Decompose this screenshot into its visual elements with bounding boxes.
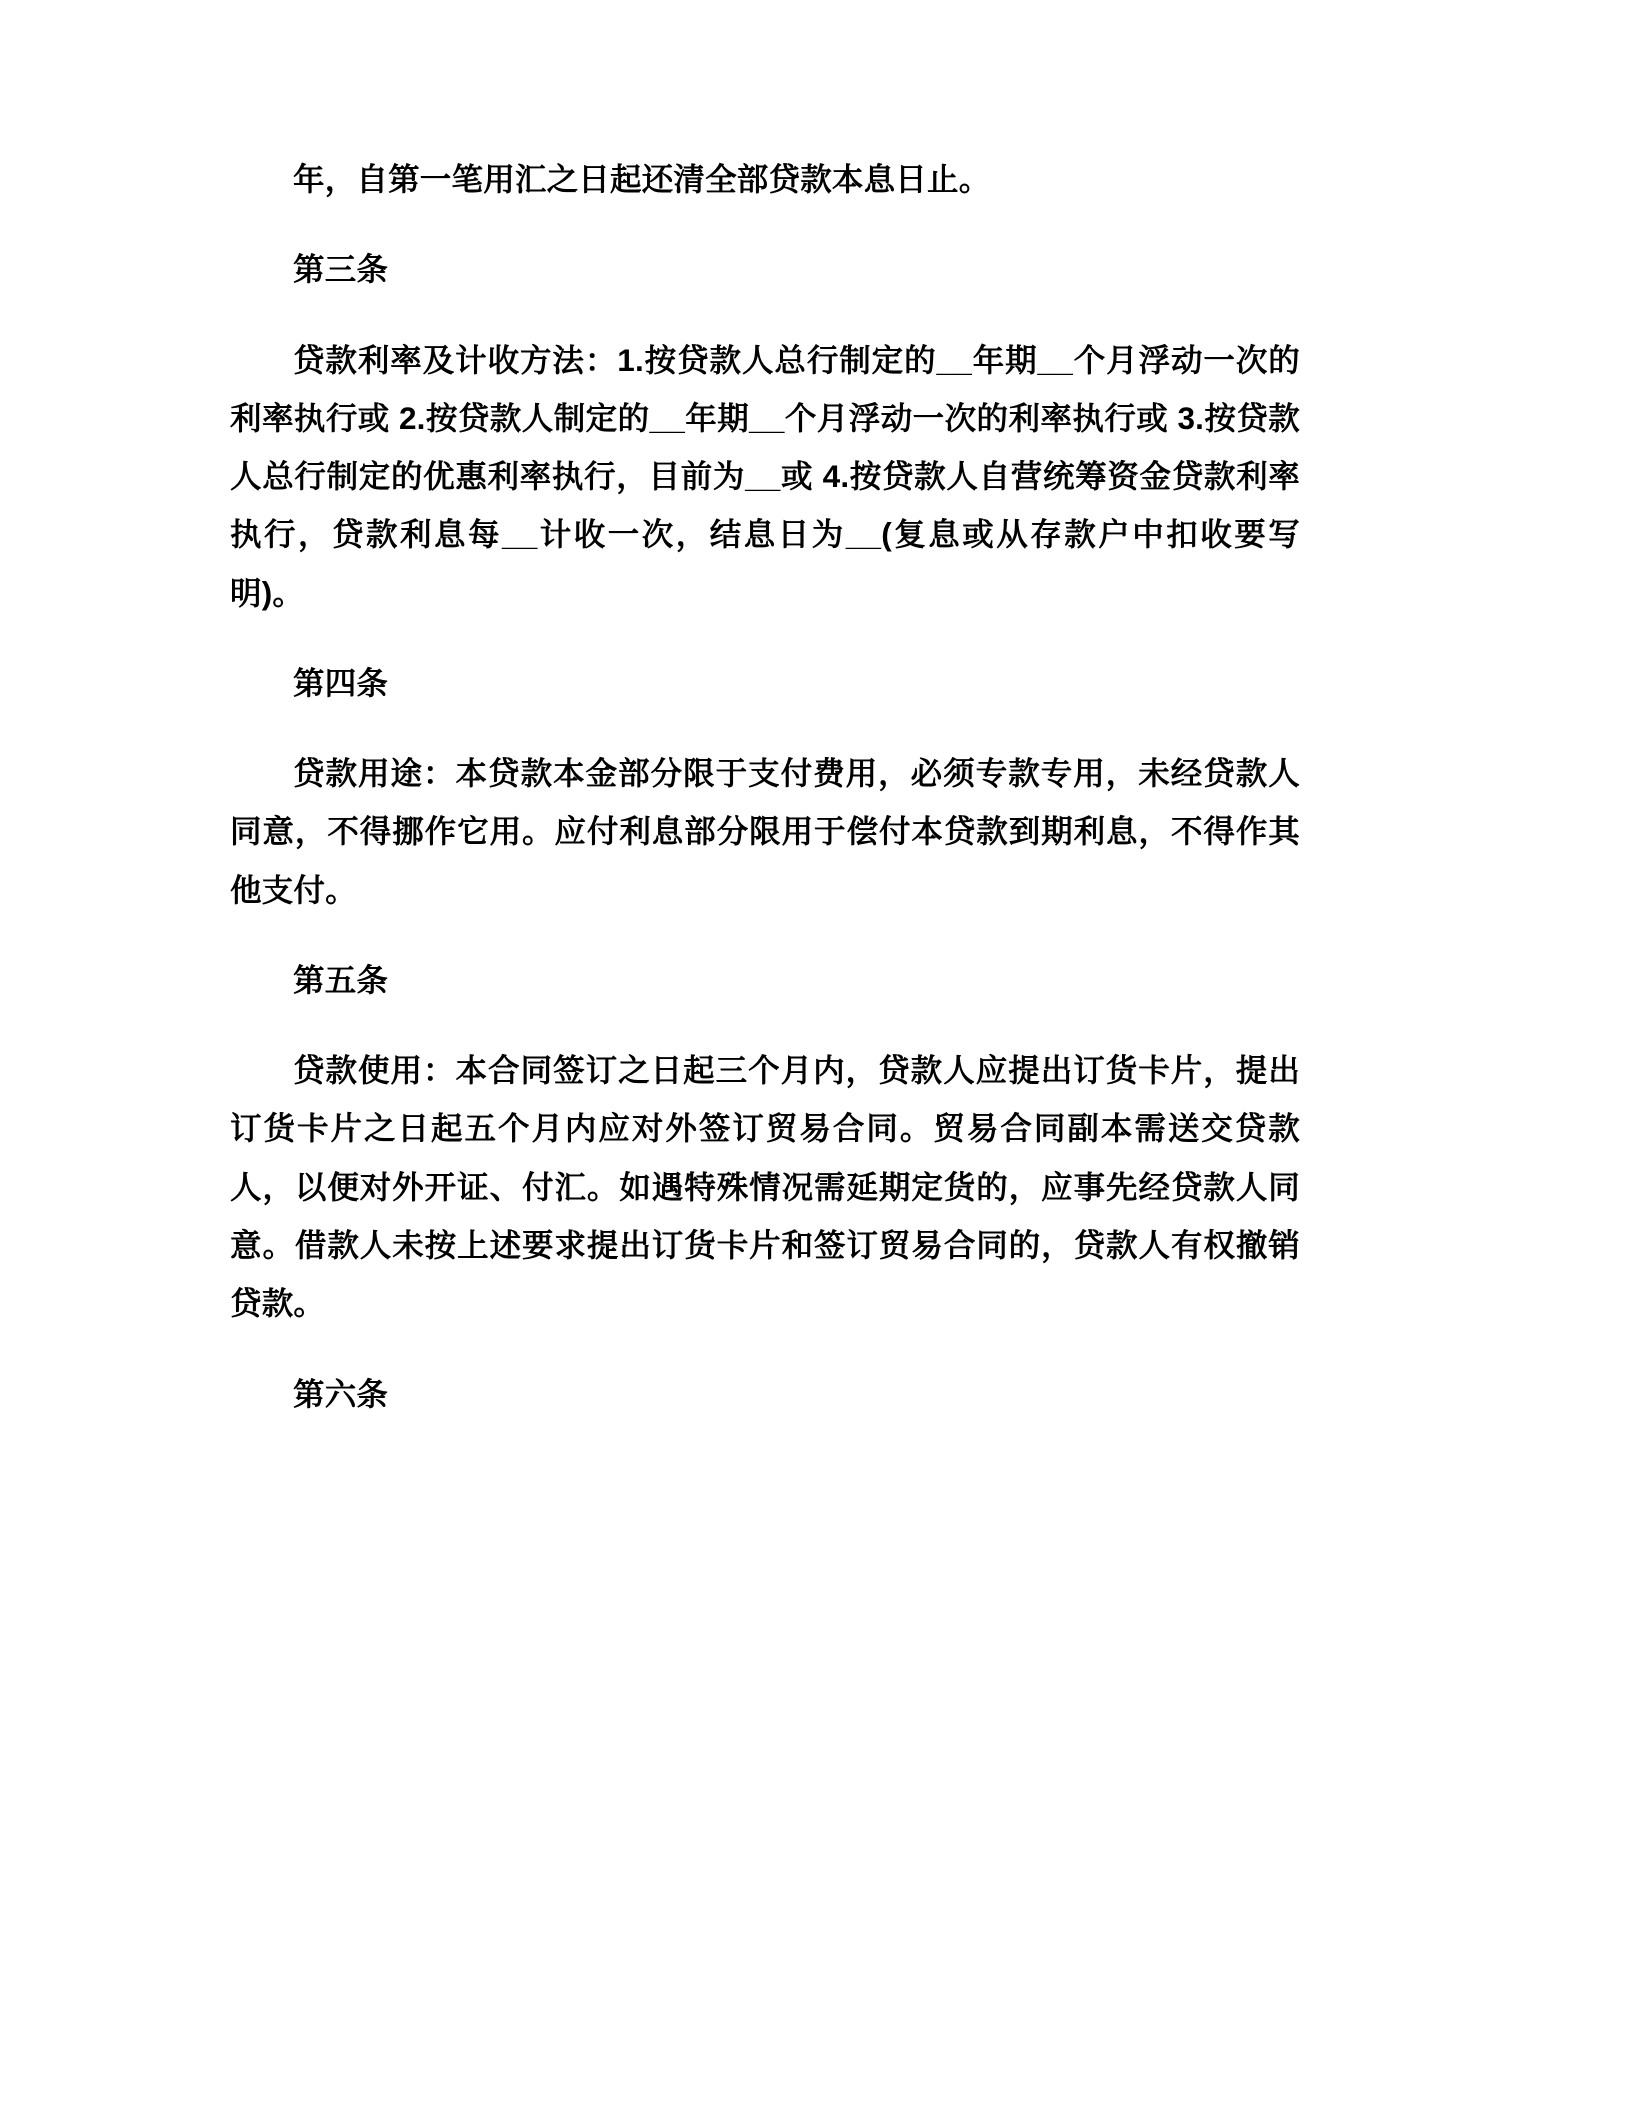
- heading-article-6: 第六条: [293, 1375, 389, 1412]
- heading-article-5: 第五条: [293, 961, 389, 998]
- document-body: [230, 150, 1300, 1423]
- heading-article-4: 第四条: [293, 664, 389, 701]
- paragraph-article-5-body: 贷款使用：本合同签订之日起三个月内，贷款人应提出订货卡片，提出订货卡片之日起五个月内应对外签订贸易合同。贸易合同副本需送交贷款人，以便对外开证、付汇。如遇特殊情况需延期定货的，应事先经贷款人同意。借款人未按上述要求提出订货卡片和签订贸易合同的，贷款人有权撤销贷款。: [230, 1052, 1300, 1322]
- paragraph-article-3-body: 贷款利率及计收方法：1.按贷款人总行制定的__年期__个月浮动一次的利率执行或 2.按贷款人制定的__年期__个月浮动一次的利率执行或 3.按贷款人总行制定的优惠利率执行，目前为__或 4.按贷款人自营统筹资金贷款利率执行，贷款利息每__计收一次，结息日为__(复息或从存款户中扣收要写明)。: [230, 341, 1300, 611]
- heading-article-3: 第三条: [293, 251, 389, 288]
- paragraph-article-4-body: 贷款用途：本贷款本金部分限于支付费用，必须专款专用，未经贷款人同意，不得挪作它用。应付利息部分限用于偿付本贷款到期利息，不得作其他支付。: [230, 755, 1300, 908]
- paragraph-term-continued: 年，自第一笔用汇之日起还清全部贷款本息日止。: [293, 161, 991, 197]
